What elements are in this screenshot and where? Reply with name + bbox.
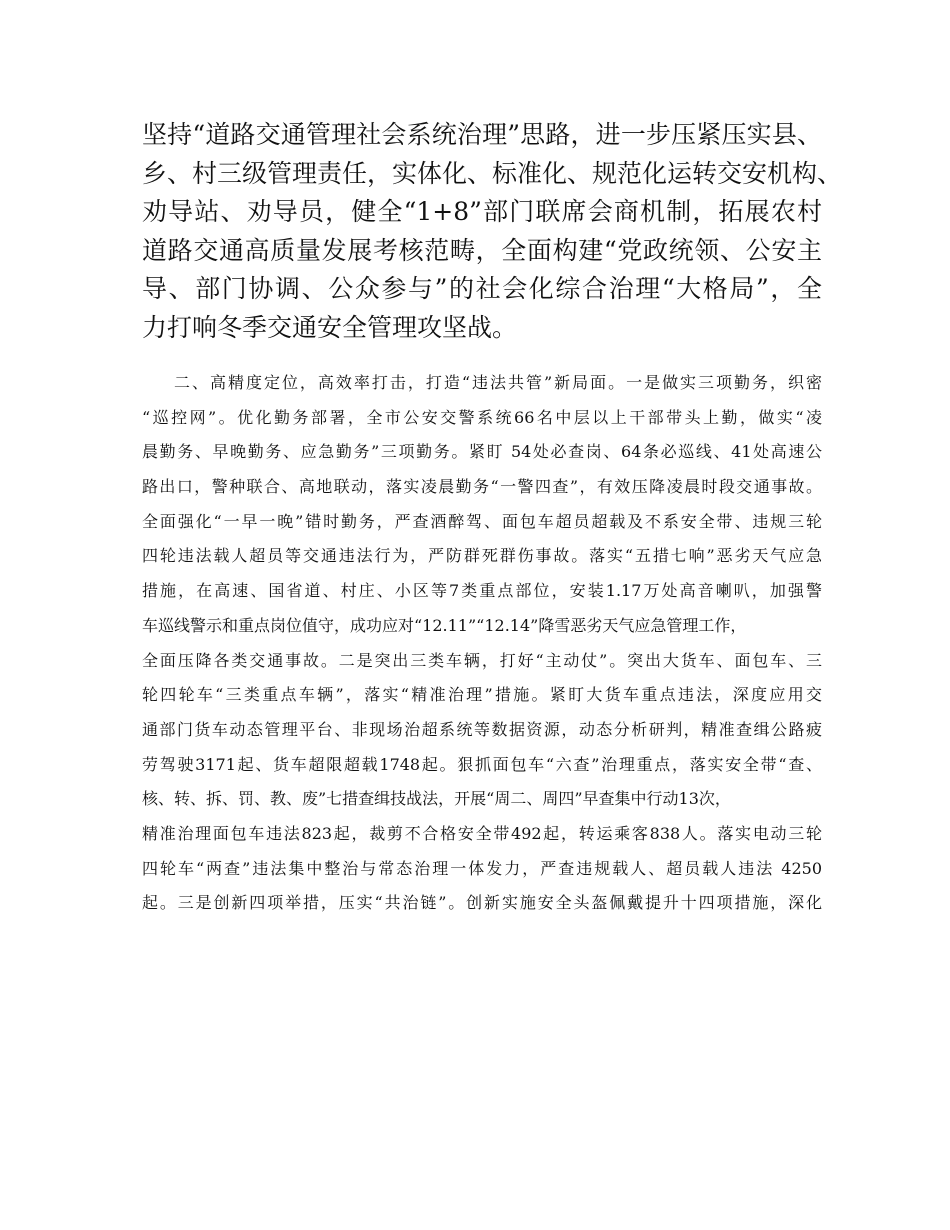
paragraph-line: 劝导站、劝导员，健全“1+8”部门联席会商机制，拓展农村 [142,197,822,226]
paragraph-line: 全面压降各类交通事故。二是突出三类车辆，打好“主动仗”。突出大货车、面包车、三 [142,650,822,670]
paragraph-line: 路出口，警种联合、高地联动，落实凌晨勤务“一警四查”，有效压降凌晨时段交通事故。 [142,477,822,497]
paragraph-line: 乡、村三级管理责任，实体化、标准化、规范化运转交安机构、 [142,158,843,188]
paragraph-line: “巡控网”。优化勤务部署，全市公安交警系统66名中层以上干部带头上勤，做实“凌 [142,407,822,427]
paragraph-line: 措施，在高速、国省道、村庄、小区等7类重点部位，安装1.17万处高音喇叭，加强警 [142,581,822,601]
paragraph-line: 通部门货车动态管理平台、非现场治超系统等数据资源，动态分析研判，精准查缉公路疲 [142,719,822,739]
paragraph-line: 道路交通高质量发展考核范畴，全面构建“党政统领、公安主 [142,235,822,265]
paragraph-line: 劳驾驶3171起、货车超限超载1748起。狠抓面包车“六查”治理重点，落实安全带“查、 [142,754,822,774]
paragraph-line: 车巡线警示和重点岗位值守，成功应对“12.11”“12.14”降雪恶劣天气应急管理工作， [142,615,747,635]
paragraph-large-text [142,116,843,347]
paragraph-line: 轮四轮车“三类重点车辆”，落实“精准治理”措施。紧盯大货车重点违法，深度应用交 [142,685,822,705]
paragraph-line: 精准治理面包车违法823起，裁剪不合格安全带492起，转运乘客838人。落实电动三轮 [142,823,822,843]
paragraph-line: 起。三是创新四项举措，压实“共治链”。创新实施安全头盔佩戴提升十四项措施，深化 [142,893,822,913]
paragraph-line: 四轮违法载人超员等交通违法行为，严防群死群伤事故。落实“五措七响”恶劣天气应急 [142,546,822,566]
paragraph-line: 力打响冬季交通安全管理攻坚战。 [142,312,518,342]
paragraph-line: 全面强化“一早一晚”错时勤务，严查酒醉驾、面包车超员超载及不系安全带、违规三轮 [142,511,822,531]
paragraph-line: 晨勤务、早晚勤务、应急勤务”三项勤务。紧盯 54处必查岗、64条必巡线、41处高速公 [142,442,822,462]
paragraph-line: 核、转、拆、罚、教、废”七措查缉技战法，开展“周二、周四”早查集中行动13次， [142,789,731,809]
paragraph-body-text [142,366,822,921]
paragraph-line: 坚持“道路交通管理社会系统治理”思路，进一步压紧压实县、 [142,120,822,149]
paragraph-line: 二、高精度定位，高效率打击，打造“违法共管”新局面。一是做实三项勤务，织密 [174,373,822,392]
paragraph-line: 四轮车“两查”违法集中整治与常态治理一体发力，严查违规载人、超员载人违法 4250 [142,858,822,878]
paragraph-line: 导、部门协调、公众参与”的社会化综合治理“大格局”，全 [142,274,822,303]
